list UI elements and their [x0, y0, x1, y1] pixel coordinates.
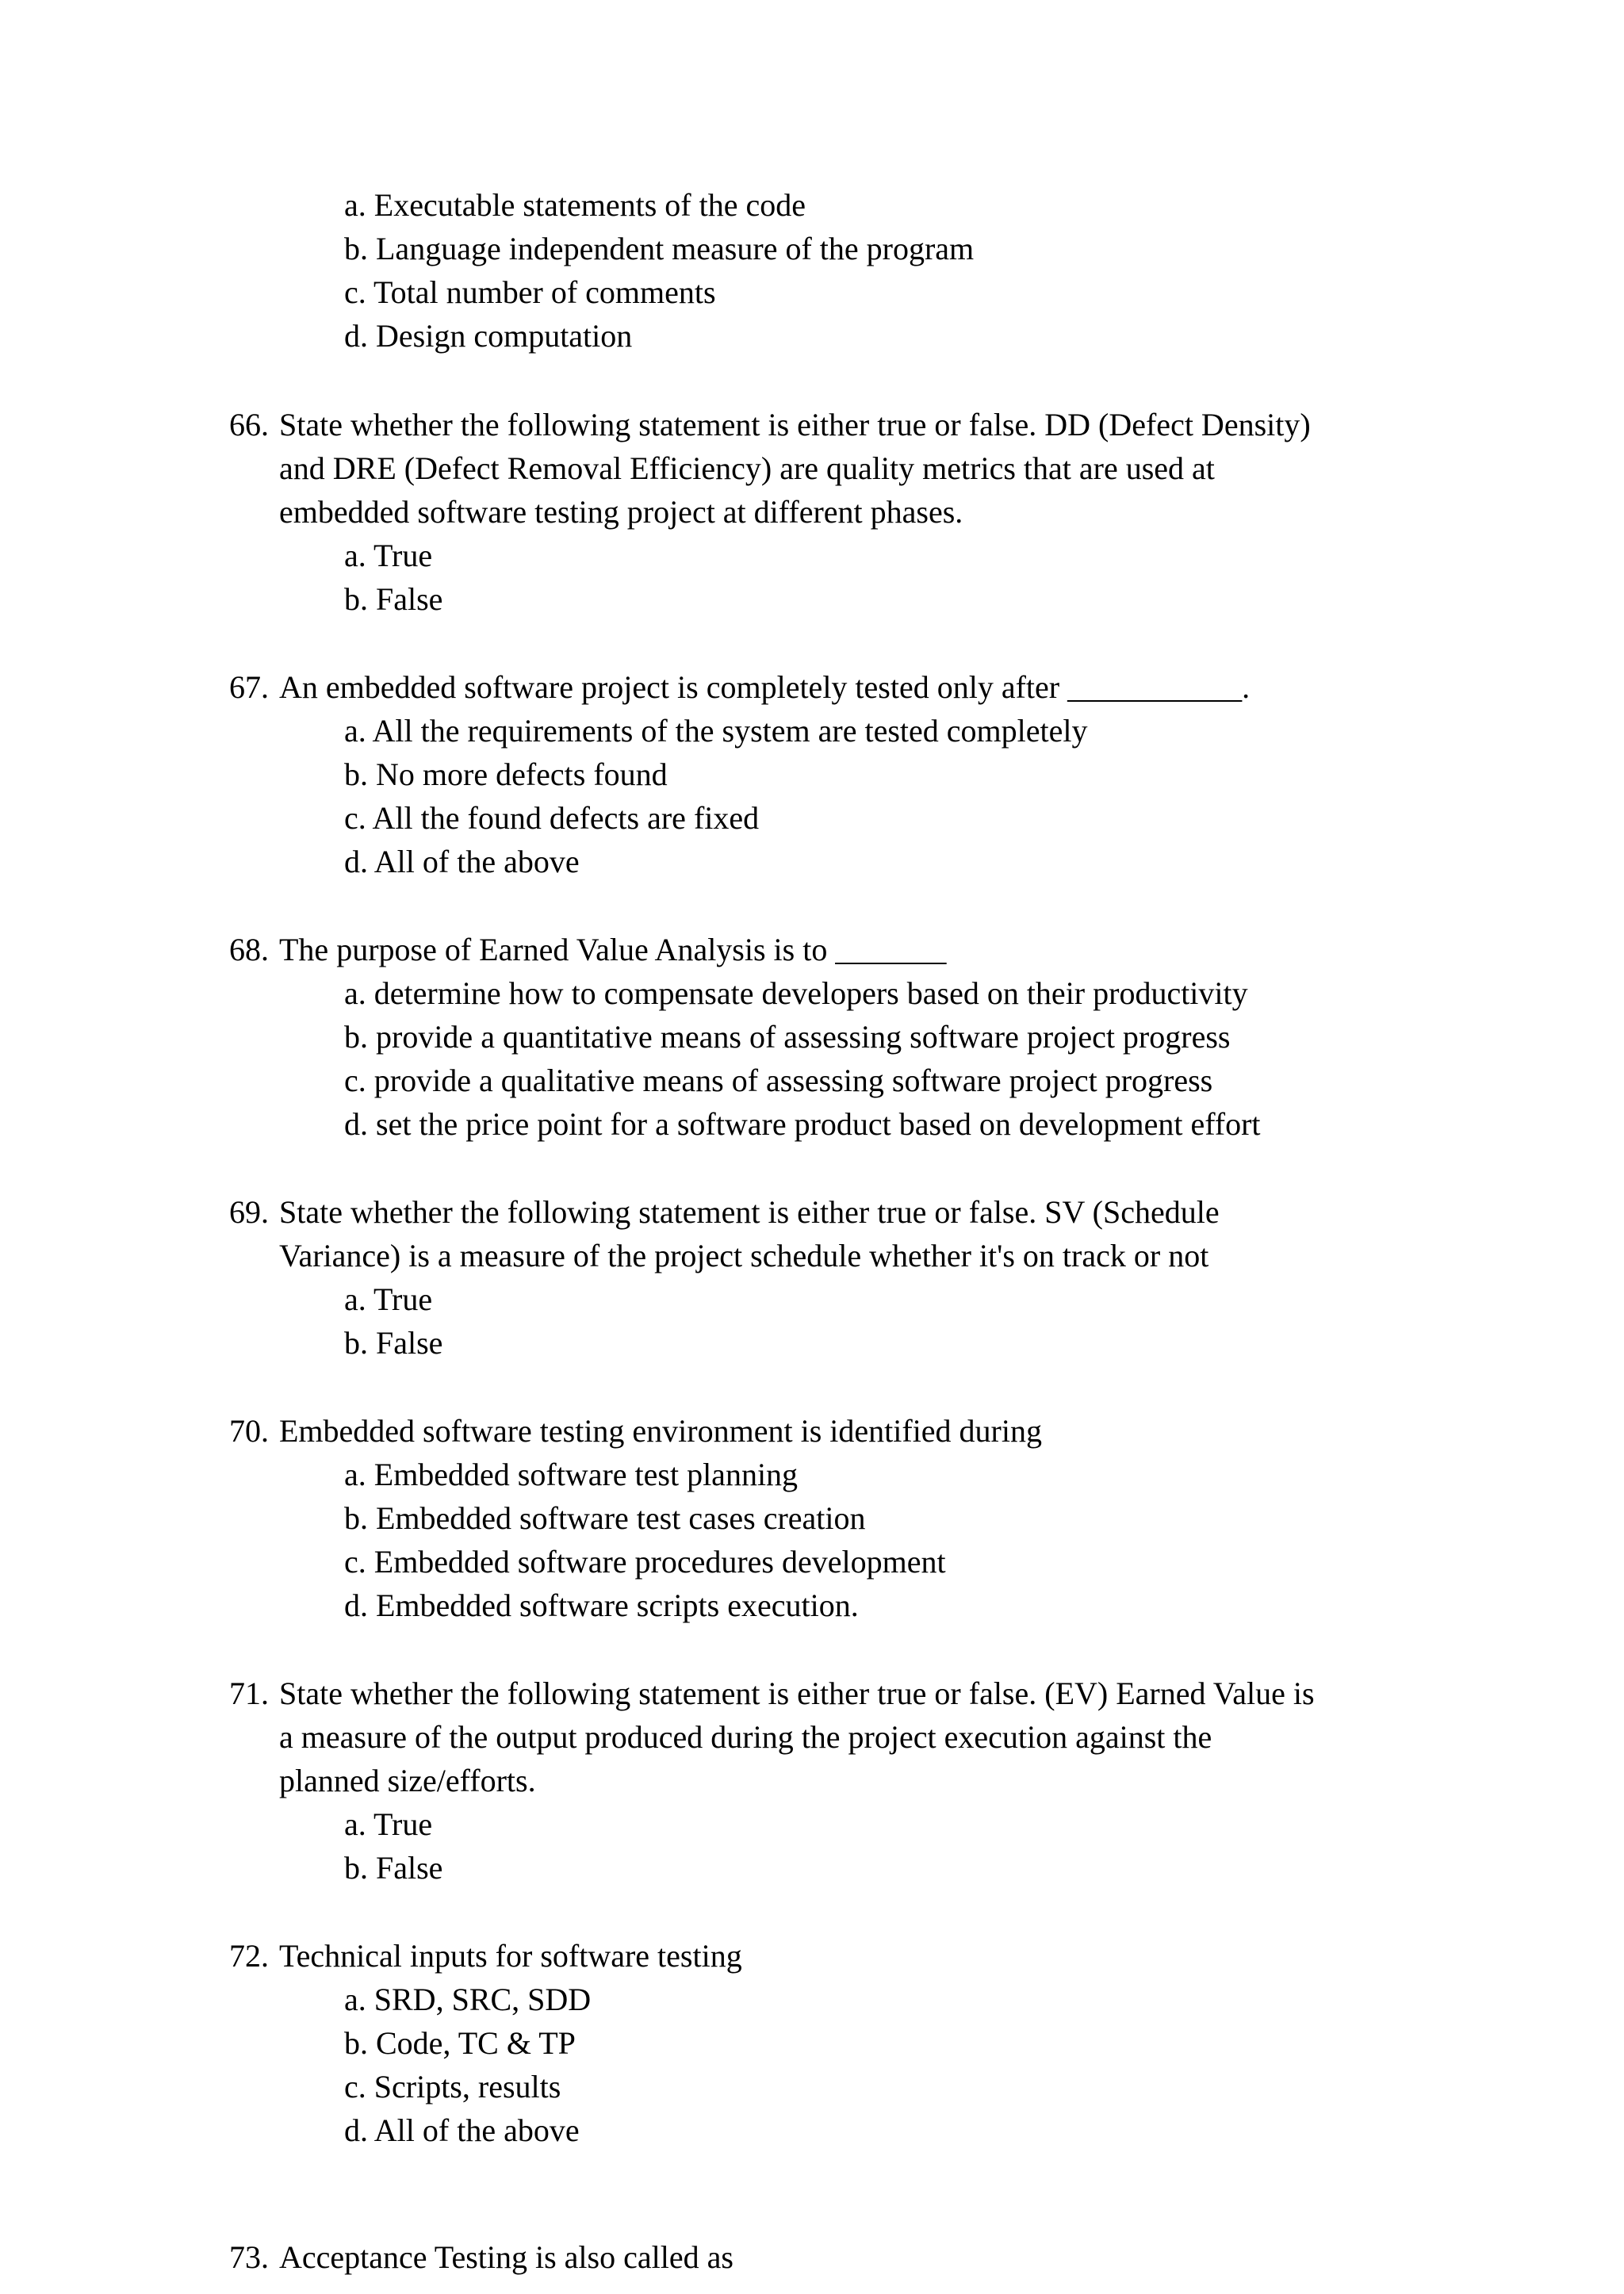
option-line: d. All of the above: [344, 2112, 580, 2148]
option-line: b. provide a quantitative means of assessing software project progress: [344, 1019, 1231, 1055]
option-line: b. No more defects found: [344, 756, 668, 792]
option-line: d. Embedded software scripts execution.: [344, 1587, 859, 1623]
option-line: c. Scripts, results: [344, 2069, 561, 2104]
question-stem-line: Acceptance Testing is also called as: [279, 2239, 733, 2275]
question-stem-line: An embedded software project is completely tested only after ___________.: [279, 669, 1251, 705]
question-number: 71.: [229, 1676, 269, 1711]
option-line: a. True: [344, 1806, 433, 1842]
option-line: b. False: [344, 1850, 443, 1886]
option-line: a. determine how to compensate developers based on their productivity: [344, 975, 1248, 1011]
question-stem-line: State whether the following statement is either true or false. SV (Schedule: [279, 1194, 1220, 1230]
question-stem-line: State whether the following statement is either true or false. DD (Defect Density): [279, 407, 1311, 442]
question-number: 70.: [229, 1413, 269, 1449]
question-stem-line: planned size/efforts.: [279, 1763, 536, 1798]
option-line: c. Embedded software procedures development: [344, 1544, 946, 1580]
question-number: 73.: [229, 2239, 269, 2275]
option-line: c. Total number of comments: [344, 274, 716, 310]
question-stem-line: embedded software testing project at different phases.: [279, 494, 963, 530]
option-line: b. Code, TC & TP: [344, 2025, 576, 2061]
question-number: 68.: [229, 932, 269, 967]
option-line: a. True: [344, 538, 433, 573]
option-line: b. False: [344, 1325, 443, 1361]
question-stem-line: a measure of the output produced during the project execution against the: [279, 1719, 1212, 1755]
question-stem-line: Variance) is a measure of the project schedule whether it's on track or not: [279, 1238, 1209, 1273]
question-number: 67.: [229, 669, 269, 705]
question-stem-line: and DRE (Defect Removal Efficiency) are quality metrics that are used at: [279, 450, 1215, 486]
option-line: b. Language independent measure of the program: [344, 231, 975, 266]
question-stem-line: State whether the following statement is either true or false. (EV) Earned Value is: [279, 1676, 1315, 1711]
option-line: a. SRD, SRC, SDD: [344, 1982, 592, 2017]
option-line: d. set the price point for a software product based on development effort: [344, 1106, 1261, 1142]
option-line: a. All the requirements of the system are tested completely: [344, 713, 1088, 749]
option-line: a. Embedded software test planning: [344, 1457, 799, 1492]
question-stem-line: The purpose of Earned Value Analysis is to _______: [279, 932, 947, 967]
question-number: 72.: [229, 1938, 269, 1974]
question-stem-line: Embedded software testing environment is identified during: [279, 1413, 1042, 1449]
question-number: 69.: [229, 1194, 269, 1230]
question-stem-line: Technical inputs for software testing: [279, 1938, 742, 1974]
option-line: a. True: [344, 1281, 433, 1317]
option-line: d. Design computation: [344, 318, 633, 354]
option-line: a. Executable statements of the code: [344, 187, 806, 223]
option-line: b. Embedded software test cases creation: [344, 1500, 866, 1536]
option-line: c. provide a qualitative means of assessing software project progress: [344, 1063, 1213, 1098]
option-line: b. False: [344, 581, 443, 617]
option-line: c. All the found defects are fixed: [344, 800, 760, 836]
option-line: d. All of the above: [344, 844, 580, 879]
question-number: 66.: [229, 407, 269, 442]
